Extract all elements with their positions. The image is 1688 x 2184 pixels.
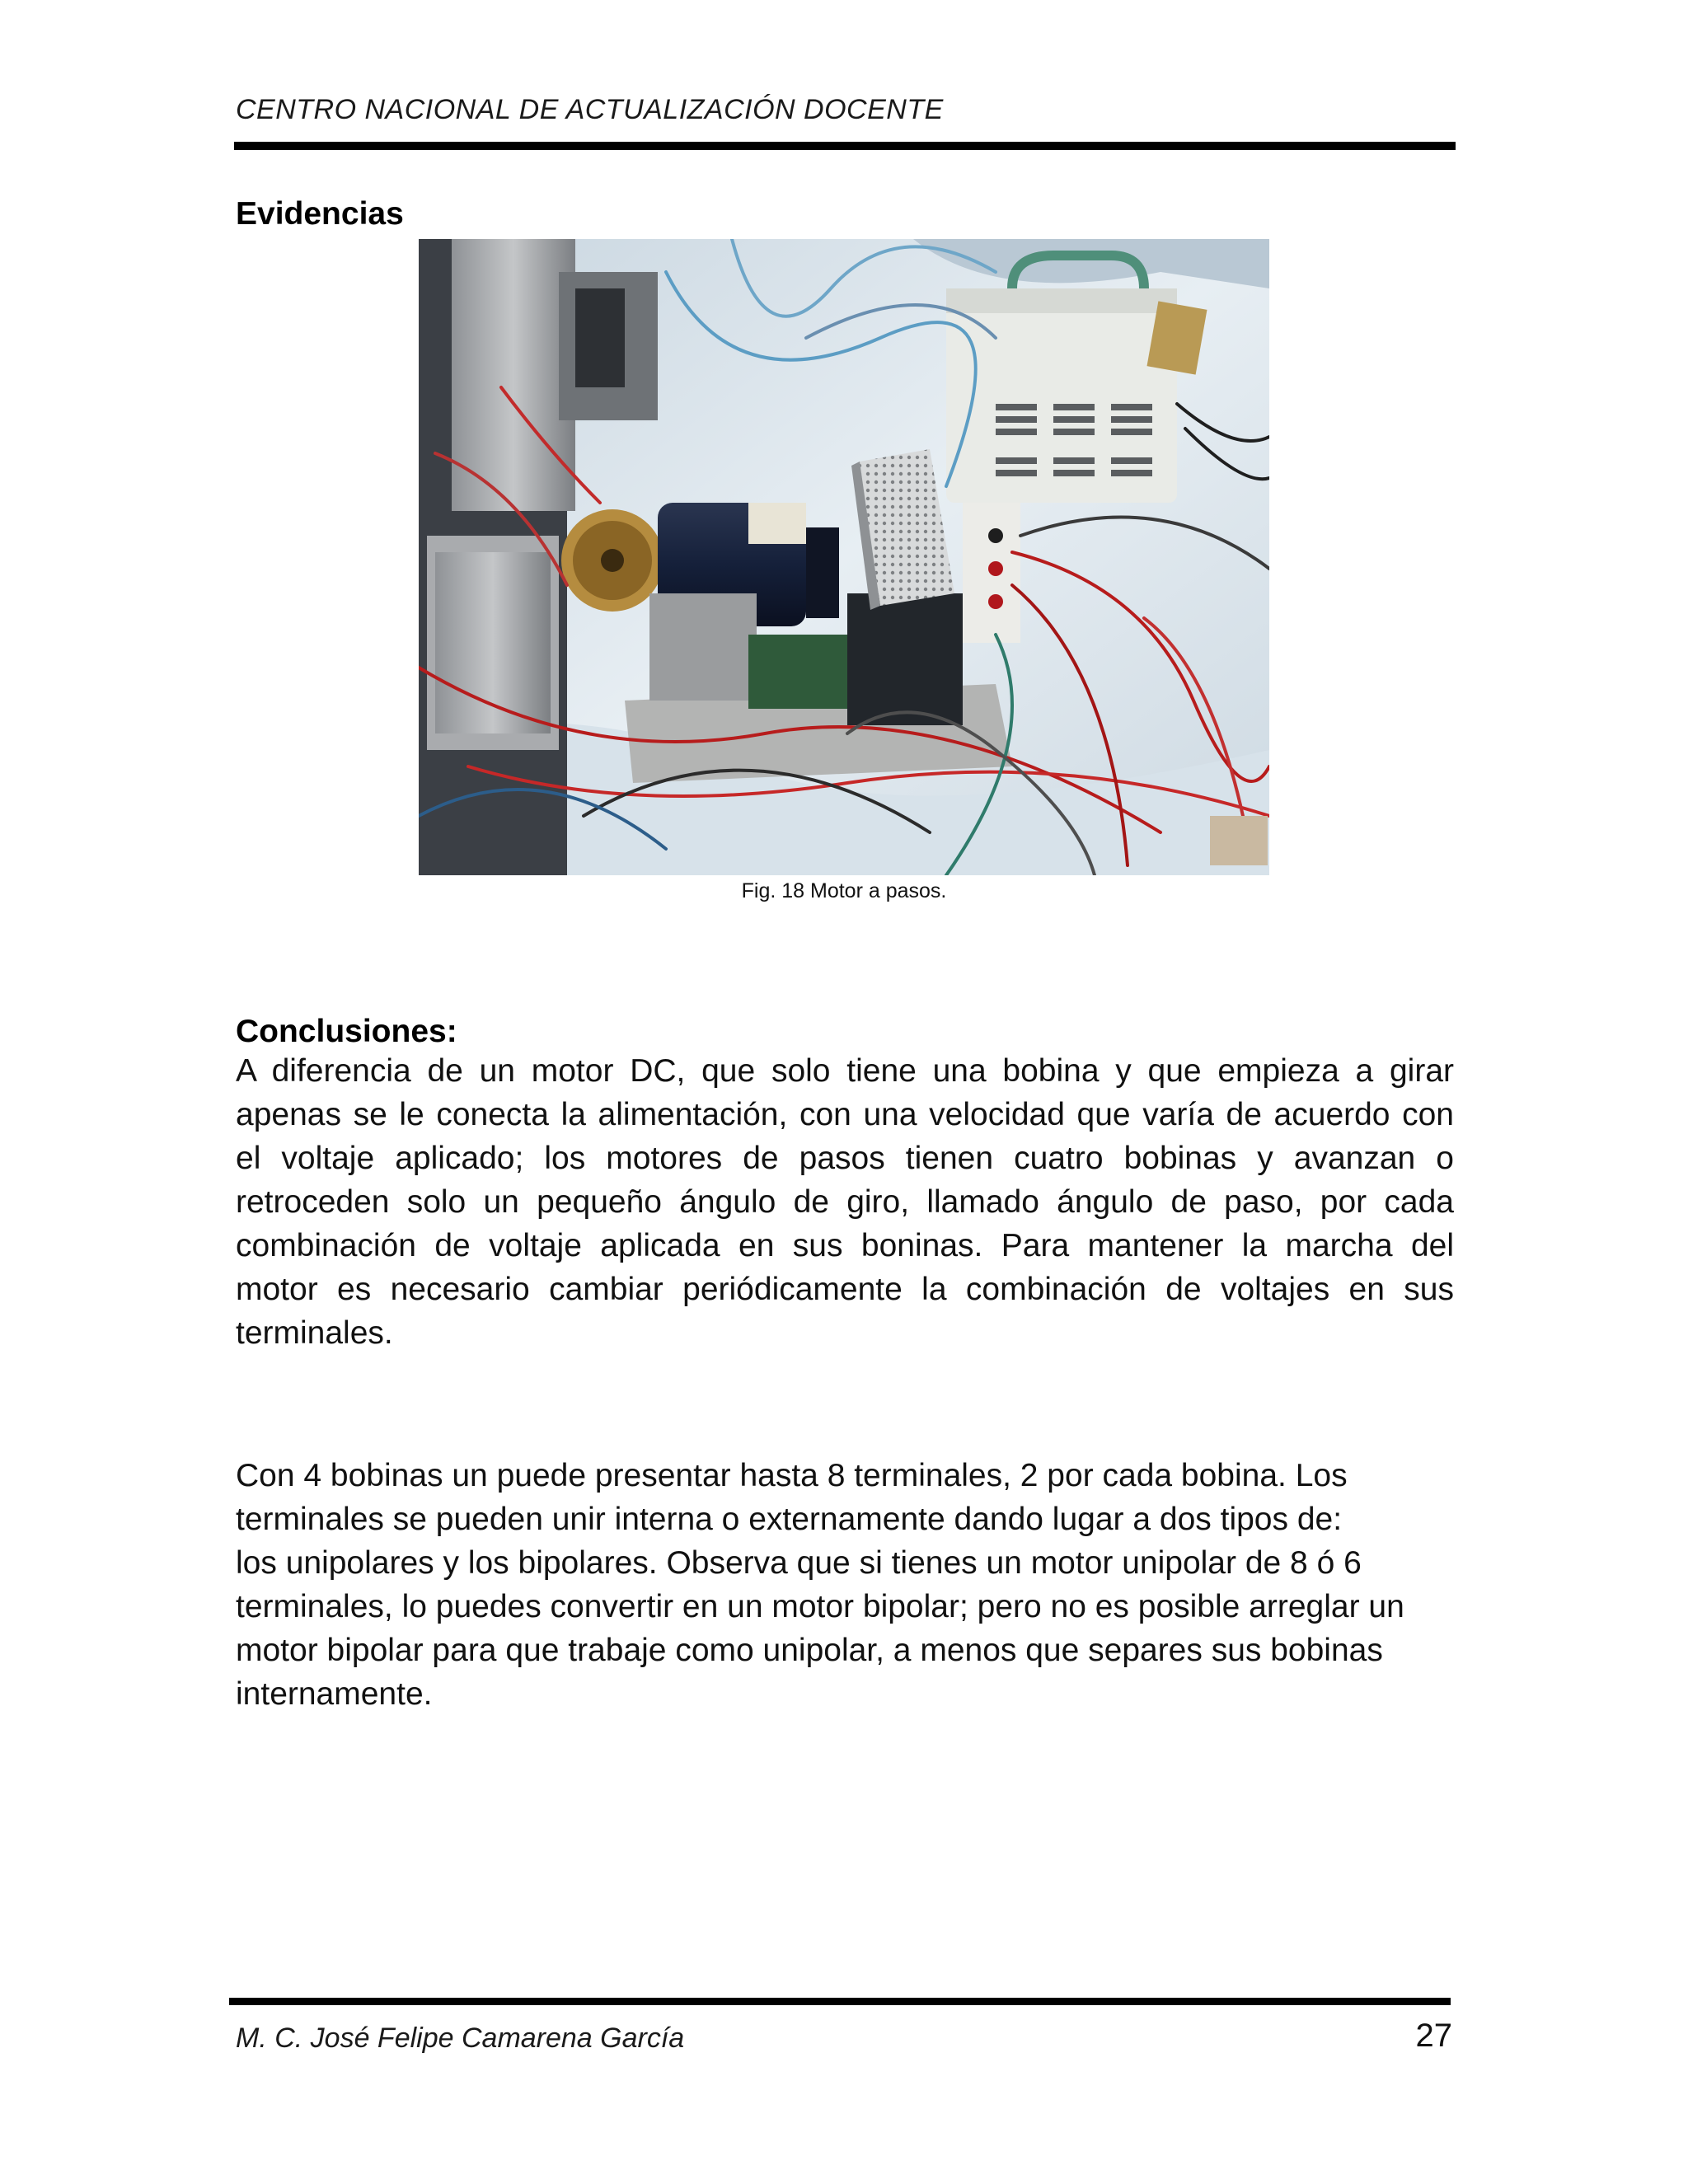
paragraph-line: terminales. [236,1315,393,1351]
paragraph-line: apenas se le conecta la alimentación, con una velocidad que varía de acuerdo con [236,1097,1454,1132]
paragraph-line: terminales, lo puedes convertir en un motor bipolar; pero no es posible arreglar un [236,1589,1404,1624]
conclusions-paragraph-2 [236,1454,1454,1716]
paragraph-line: motor es necesario cambiar periódicamente la combinación de voltajes en sus [236,1272,1454,1307]
paragraph-line: internamente. [236,1676,433,1712]
paragraph-line: retroceden solo un pequeño ángulo de giro, llamado ángulo de paso, por cada [236,1184,1454,1220]
paragraph-line: A diferencia de un motor DC, que solo tiene una bobina y que empieza a girar [236,1053,1454,1089]
conclusions-paragraph-1 [236,1049,1454,1355]
running-header: CENTRO NACIONAL DE ACTUALIZACIÓN DOCENTE [236,94,944,125]
footer-rule [229,1998,1451,2005]
paragraph-line: el voltaje aplicado; los motores de pasos tienen cuatro bobinas y avanzan o [236,1141,1454,1176]
conclusions-heading: Conclusiones: [236,1014,457,1049]
footer-author: M. C. José Felipe Camarena García [236,2022,685,2054]
figure-caption: Fig. 18 Motor a pasos. [741,879,947,902]
paragraph-line: los unipolares y los bipolares. Observa que si tienes un motor unipolar de 8 ó 6 [236,1545,1362,1581]
paragraph-line: combinación de voltaje aplicada en sus boninas. Para mantener la marcha del [236,1228,1454,1263]
paragraph-line: terminales se pueden unir interna o externamente dando lugar a dos tipos de: [236,1502,1343,1537]
evidence-heading: Evidencias [236,196,404,232]
page-number: 27 [1415,2018,1452,2054]
stepper-motor-photo [419,239,1269,875]
header-rule [234,142,1456,150]
paragraph-line: motor bipolar para que trabaje como unipolar, a menos que separes sus bobinas [236,1633,1383,1668]
paragraph-line: Con 4 bobinas un puede presentar hasta 8 terminales, 2 por cada bobina. Los [236,1458,1348,1493]
